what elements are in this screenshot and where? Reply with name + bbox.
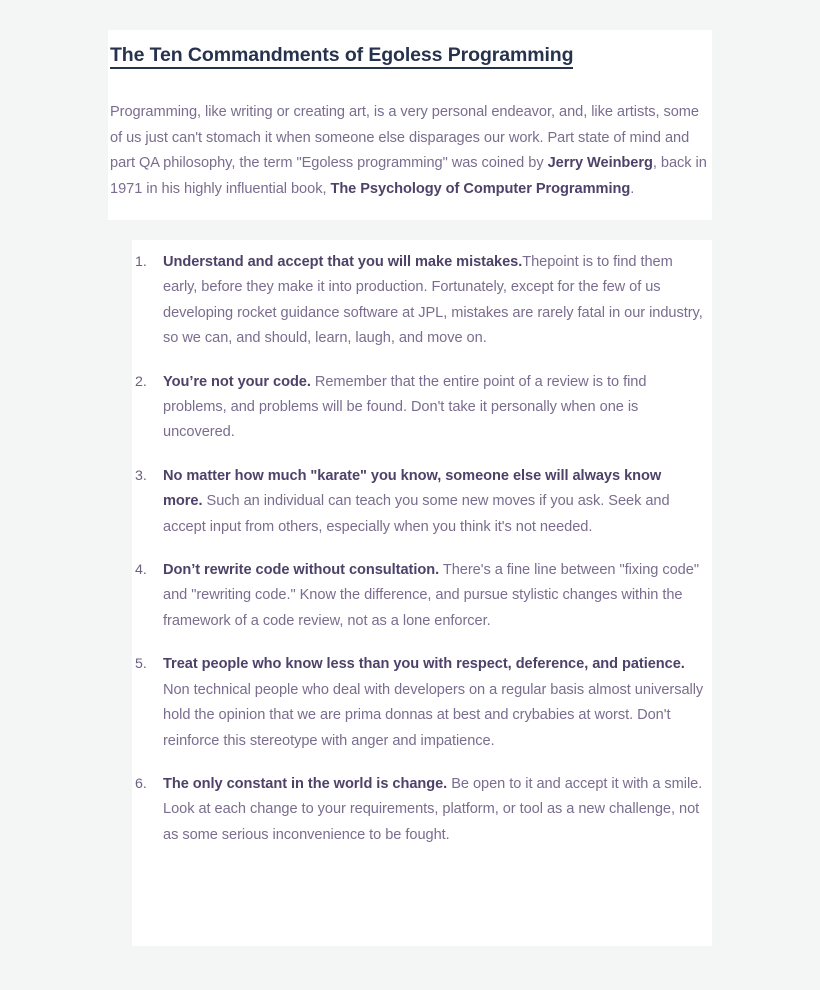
list-item-body: Be open to it and accept it with a smile. Look at each change to your requirements, platform, or tool as a new challenge, not as some serious inconvenience to be fought. — [163, 775, 703, 843]
intro-paragraph — [108, 72, 712, 220]
list-item-lead: Don’t rewrite code without consultation. — [163, 562, 440, 579]
page-title-text: The Ten Commandments of Egoless Programming — [110, 44, 573, 69]
book-title: The Psychology of Computer Programming — [330, 180, 631, 197]
list-item-lead: You’re not your code. — [163, 373, 311, 390]
list-item-body: Such an individual can teach you some new moves if you ask. Seek and accept input from others, especially when you think it's not needed. — [163, 493, 670, 535]
list-item-body: Remember that the entire point of a review is to find problems, and problems will be found. Don't take it personally when one is uncovered. — [163, 373, 647, 441]
list-item-number: 6. — [135, 775, 147, 792]
commandments-block — [132, 240, 712, 946]
intro-text-after-author: , back in 1971 in his highly influential book, — [110, 155, 707, 197]
list-item-body: Non technical people who deal with developers on a regular basis almost universally hold the opinion that we are prima donnas at best and crybabies at worst. Don't reinforce this stereotype with anger and impatience. — [163, 681, 704, 749]
list-item-lead: The only constant in the world is change. — [163, 775, 448, 792]
list-item — [132, 558, 712, 634]
list-item-number: 4. — [135, 562, 147, 579]
list-item — [132, 464, 712, 540]
list-item — [132, 652, 712, 754]
list-item-lead: No matter how much "karate" you know, someone else will always know more. — [163, 467, 662, 510]
list-item-number: 2. — [135, 373, 147, 390]
list-item — [132, 772, 712, 848]
list-item-body: There's a fine line between "fixing code" and "rewriting code." Know the difference, and pursue stylistic changes within the framework of a code review, not as a lone enforcer. — [163, 562, 699, 629]
list-item — [132, 250, 712, 352]
list-item-number: 5. — [135, 656, 147, 673]
page-title — [108, 30, 712, 72]
author-name: Jerry Weinberg — [547, 155, 653, 172]
list-item-number: 3. — [135, 467, 147, 484]
intro-text-before-author: Programming, like writing or creating art, is a very personal endeavor, and, like artists, some of us just can't stomach it when someone else disparages our work. Part state of mind and part QA philosophy, the term "Egoless programming" was coined by — [110, 104, 699, 172]
list-item — [132, 370, 712, 446]
intro-text-end: . — [630, 180, 635, 197]
list-item-lead: Understand and accept that you will make mistakes. — [163, 254, 523, 270]
list-item-number: 1. — [135, 254, 147, 270]
list-item-body: Thepoint is to find them early, before they make it into production. Fortunately, except for the few of us developing rocket guidance software at JPL, mistakes are rarely fatal in our industry, so we can, and should, learn, laugh, and move on. — [163, 254, 703, 347]
list-item-lead: Treat people who know less than you with respect, deference, and patience. — [163, 656, 685, 673]
intro-block — [108, 30, 712, 220]
commandments-list — [132, 250, 712, 848]
